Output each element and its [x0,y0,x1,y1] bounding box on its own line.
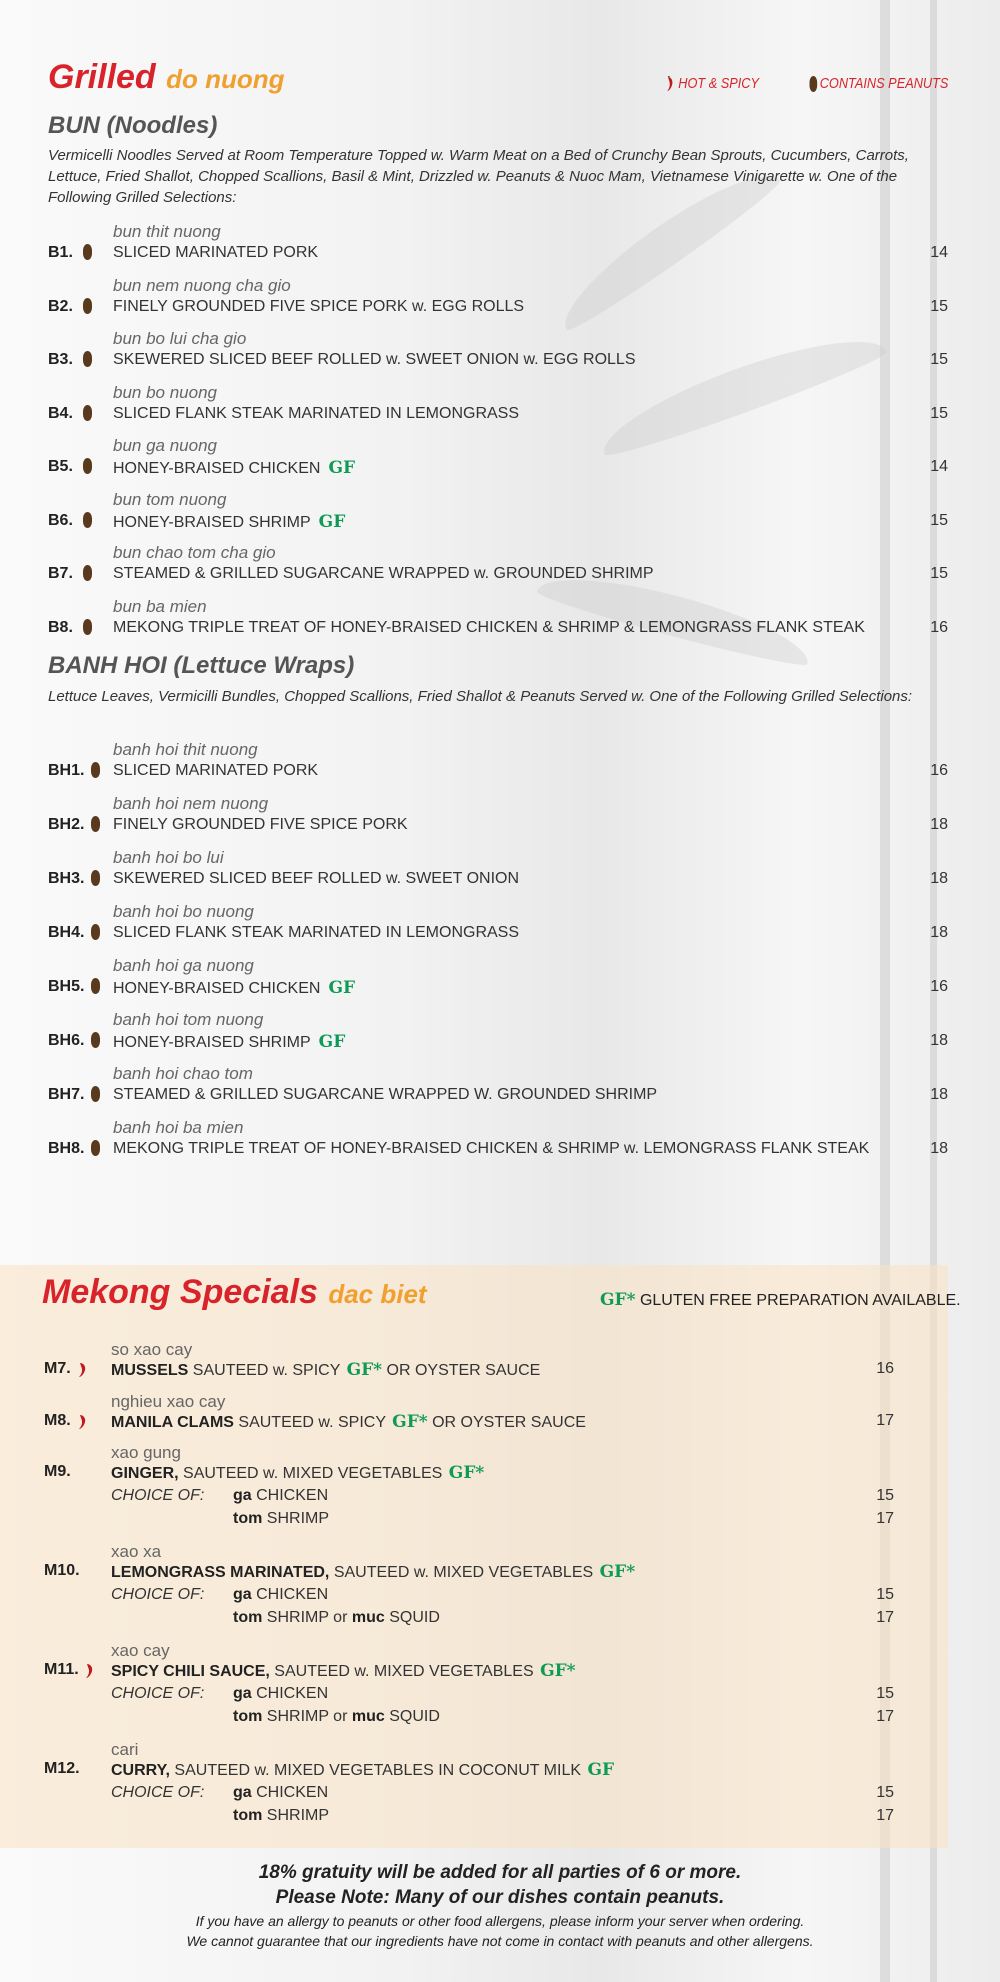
menu-item [48,740,948,792]
option-2-price: 17 [876,1807,894,1824]
gf-badge: GF* [392,1412,428,1432]
menu-item [48,543,948,595]
item-subtitle: bun bo lui cha gio [113,329,247,348]
option-1-viet: ga [233,1487,252,1504]
gf-badge: GF* [346,1360,383,1380]
option-2-viet: tom [233,1609,263,1626]
option-1-viet: ga [233,1685,252,1702]
item-name-text: SLICED FLANK STEAK MARINATED IN LEMONGRASS [113,924,520,941]
item-name-rest: SAUTEED w. SPICY [238,1414,386,1431]
item-code: BH7. [48,1086,85,1103]
option-1-name: CHICKEN [256,1685,329,1702]
item-name [113,924,519,942]
menu-item [48,383,948,435]
gf-badge: GF [318,1032,346,1052]
choice-label: CHOICE OF: [111,1586,205,1603]
chili-icon [77,1414,89,1430]
item-name [113,351,636,369]
item-name-bold: LEMONGRASS MARINATED, [111,1564,330,1581]
item-name-rest: SAUTEED w. SPICY [192,1362,341,1379]
option-2-price: 17 [876,1510,894,1527]
option-2-viet: tom [233,1807,263,1824]
item-name-text: MEKONG TRIPLE TREAT OF HONEY-BRAISED CHICKEN & SHRIMP & LEMONGRASS FLANK STEAK [113,618,865,636]
gf-badge: GF [328,458,356,478]
option-1-name: CHICKEN [256,1586,329,1603]
legend [649,75,948,92]
item-name-bold: MANILA CLAMS [111,1414,234,1431]
item-name [113,619,865,637]
item-name [113,405,519,423]
item-price: 16 [930,978,948,995]
peanut-icon [83,298,92,314]
item-code: B6. [48,511,73,529]
item-subtitle: bun thit nuong [113,222,221,241]
option-2-name: SHRIMP or [266,1708,348,1725]
item-name [113,762,318,780]
option-1 [233,1784,328,1802]
item-name [113,244,318,262]
peanut-icon [91,870,100,886]
item-code: B8. [48,618,73,636]
item-code: M7. [44,1360,71,1377]
item-code: B3. [48,351,73,368]
item-code: B2. [48,297,73,315]
item-subtitle: bun ga nuong [113,436,217,455]
item-name-text: MEKONG TRIPLE TREAT OF HONEY-BRAISED CHICKEN & SHRIMP w. LEMONGRASS FLANK STEAK [113,1140,870,1157]
gratuity-note: 18% gratuity will be added for all parties of 6 or more. [258,1862,742,1883]
page-title: Grilled [48,58,156,96]
item-name [113,816,408,834]
item-subtitle: banh hoi tom nuong [113,1010,264,1029]
option-2-viet-alt: muc [351,1708,385,1725]
allergy-disclaimer: We cannot guarantee that our ingredients have not come in contact with peanuts and other allergens. [186,1933,814,1949]
item-price: 15 [930,511,948,529]
item-name-text: SLICED MARINATED PORK [113,762,319,779]
option-1 [233,1487,328,1505]
item-code: B1. [48,244,73,261]
peanut-icon [83,405,92,421]
specials-header [42,1273,427,1312]
option-1-price: 15 [876,1685,894,1702]
item-name-text: HONEY-BRAISED SHRIMP [113,513,311,531]
item-name [113,870,519,888]
gf-badge: GF [318,511,346,532]
item-name-rest: SAUTEED w. MIXED VEGETABLES [333,1564,594,1581]
item-name-rest: SAUTEED w. MIXED VEGETABLES [274,1663,534,1680]
item-subtitle: banh hoi chao tom [113,1064,253,1083]
gf-note [600,1290,961,1310]
item-price: 18 [930,1032,948,1049]
item-subtitle: bun tom nuong [113,489,227,509]
item-name-bold: SPICY CHILI SAUCE, [111,1663,270,1680]
item-subtitle: banh hoi ba mien [113,1118,244,1137]
item-subtitle: bun bo nuong [113,382,217,402]
option-2-price: 17 [876,1708,894,1725]
bun-section-description: Vermicelli Noodles Served at Room Temperature Topped w. Warm Meat on a Bed of Crunchy Bean Sprouts, Cucumbers, Carrots, Lettuce, Fried Shallot, Chopped Scallions, Basil & Mint, Drizzled w. Peanuts & Nuoc Mam, Vietnamese Vinigarette w. One of the Following Grilled Selections: [48,147,909,206]
item-name [111,1562,635,1582]
peanut-icon [83,351,92,367]
option-1-name: CHICKEN [256,1784,329,1801]
option-2-name: SHRIMP or [266,1609,348,1626]
option-1-viet: ga [233,1586,252,1603]
gf-badge: GF* [448,1463,485,1483]
chili-icon [77,1362,89,1378]
option-1 [233,1685,328,1703]
choice-label: CHOICE OF: [111,1685,205,1702]
option-1-price: 15 [876,1487,894,1504]
option-2-name: SHRIMP [266,1807,330,1824]
item-name [111,1463,484,1483]
gf-badge: GF [587,1760,615,1780]
item-code: BH4. [48,924,85,941]
item-price: 14 [930,244,948,261]
menu-item [48,329,948,381]
item-code: B7. [48,565,73,582]
item-code: B5. [48,458,73,475]
peanut-icon [91,924,100,940]
gf-note-text: GLUTEN FREE PREPARATION AVAILABLE. [639,1292,961,1309]
item-subtitle: nghieu xao cay [111,1392,226,1411]
item-name-rest: SAUTEED w. MIXED VEGETABLES IN COCONUT MILK [174,1762,582,1779]
item-code: BH2. [48,816,85,833]
item-name-text: HONEY-BRAISED CHICKEN [113,980,321,997]
item-price: 18 [930,870,948,887]
menu-item [48,1010,948,1062]
option-2-price: 17 [876,1609,894,1626]
item-name-text: STEAMED & GRILLED SUGARCANE WRAPPED W. GROUNDED SHRIMP [113,1086,658,1103]
item-name-text: SLICED MARINATED PORK [113,244,319,261]
legend-peanuts [809,75,948,92]
peanut-icon [91,762,100,778]
option-2-viet: tom [233,1510,263,1527]
menu-item [48,902,948,954]
legend-peanuts-label: CONTAINS PEANUTS [819,75,948,92]
page-subtitle: do nuong [166,64,285,94]
peanut-icon [91,816,100,832]
item-name [113,565,654,583]
item-price: 16 [930,762,948,779]
item-subtitle: bun nem nuong cha gio [113,275,291,295]
item-name-bold: MUSSELS [111,1362,189,1379]
item-name-text: FINELY GROUNDED FIVE SPICE PORK [113,816,408,833]
item-price: 18 [930,1086,948,1103]
item-price: 15 [930,404,948,422]
item-price: 18 [930,1140,948,1157]
gf-badge: GF [328,978,356,998]
item-name-text: STEAMED & GRILLED SUGARCANE WRAPPED w. GROUNDED SHRIMP [113,565,654,582]
option-2 [233,1708,440,1726]
item-code: BH5. [48,978,85,995]
item-code: M10. [44,1562,80,1579]
item-name-rest: SAUTEED w. MIXED VEGETABLES [183,1465,443,1482]
option-2-name-alt: SQUID [389,1708,440,1725]
item-price: 17 [876,1412,894,1429]
chili-icon [665,76,675,92]
peanut-icon [91,1086,100,1102]
option-1 [233,1586,328,1604]
item-name [111,1661,576,1681]
item-code: M11. [44,1661,79,1678]
item-code: M12. [44,1760,80,1777]
item-name-after: OR OYSTER SAUCE [432,1414,586,1431]
item-subtitle: bun chao tom cha gio [113,543,276,562]
item-name [113,1032,345,1052]
item-price: 15 [930,351,948,368]
peanut-icon [83,458,92,474]
item-subtitle: xao xa [111,1542,162,1561]
item-name [113,978,355,998]
option-2-viet-alt: muc [351,1609,385,1626]
item-subtitle: banh hoi bo lui [113,848,224,867]
menu-item [48,1118,948,1170]
item-subtitle: xao gung [111,1443,181,1462]
item-code: BH1. [48,762,85,779]
item-name [113,1140,869,1158]
option-2 [233,1609,440,1627]
menu-item [48,276,948,328]
item-name-text: HONEY-BRAISED SHRIMP [113,1034,311,1051]
item-subtitle: xao cay [111,1641,170,1660]
item-price: 14 [930,458,948,475]
banhhoi-section-title: BANH HOI (Lettuce Wraps) [48,652,355,679]
item-name [111,1760,614,1780]
item-subtitle: banh hoi bo nuong [113,902,254,921]
legend-hot [665,75,759,92]
item-price: 18 [930,816,948,833]
allergy-note: If you have an allergy to peanuts or other food allergens, please inform your server when ordering. [195,1913,805,1929]
item-subtitle: cari [111,1740,139,1759]
item-name-text: SKEWERED SLICED BEEF ROLLED w. SWEET ONION [113,870,520,887]
item-name [111,1360,540,1380]
item-name-bold: CURRY, [111,1762,170,1779]
item-price: 16 [876,1360,894,1377]
peanut-icon [83,244,92,260]
item-name [113,298,524,316]
item-subtitle: banh hoi ga nuong [113,956,254,975]
item-code: B4. [48,404,73,422]
peanut-icon [91,978,100,994]
item-name-after: OR OYSTER SAUCE [386,1362,541,1379]
item-code: BH8. [48,1140,85,1157]
item-price: 16 [930,618,948,636]
item-name-bold: GINGER, [111,1465,179,1482]
choice-label: CHOICE OF: [111,1784,205,1801]
choice-label: CHOICE OF: [111,1487,205,1504]
menu-item [48,794,948,846]
item-subtitle: banh hoi thit nuong [113,740,258,759]
item-code: M8. [44,1412,71,1429]
menu-item [48,1064,948,1116]
menu-item [48,848,948,900]
item-code: BH3. [48,870,85,887]
item-price: 15 [930,297,948,315]
gf-mark: GF* [600,1290,636,1310]
item-subtitle: so xao cay [111,1340,193,1359]
item-code: BH6. [48,1032,85,1049]
option-1-name: CHICKEN [256,1487,329,1504]
item-name [113,512,345,532]
peanut-icon [83,619,92,635]
peanut-icon [83,512,92,528]
item-name-text: SLICED FLANK STEAK MARINATED IN LEMONGRASS [113,404,520,422]
menu-item [48,436,948,488]
option-2-viet: tom [233,1708,263,1725]
menu-item [48,222,948,274]
item-name-text: SKEWERED SLICED BEEF ROLLED w. SWEET ONION w. EGG ROLLS [113,351,636,368]
item-code: M9. [44,1463,71,1480]
item-name [111,1412,586,1432]
item-name-text: HONEY-BRAISED CHICKEN [113,460,321,477]
item-name [113,1086,657,1104]
banhhoi-section-description: Lettuce Leaves, Vermicilli Bundles, Chopped Scallions, Fried Shallot & Peanuts Served w. One of the Following Grilled Selections: [48,688,913,705]
specials-subtitle: dac biet [328,1279,427,1309]
menu-item [48,597,948,649]
option-1-viet: ga [233,1784,252,1801]
gf-badge: GF* [540,1661,576,1681]
option-1-price: 15 [876,1784,894,1801]
peanut-icon [91,1140,100,1156]
peanut-icon [91,1032,100,1048]
item-price: 15 [930,565,948,582]
peanut-note: Please Note: Many of our dishes contain peanuts. [275,1887,725,1908]
chili-icon [84,1663,96,1679]
option-2-name-alt: SQUID [389,1609,440,1626]
item-subtitle: banh hoi nem nuong [113,794,269,813]
option-1-price: 15 [876,1586,894,1603]
option-2 [233,1510,329,1528]
item-subtitle: bun ba mien [113,596,207,616]
menu-item [48,490,948,542]
bun-section-title: BUN (Noodles) [48,112,218,139]
page-header [48,58,285,97]
option-2-name: SHRIMP [266,1510,330,1527]
peanut-icon [809,76,817,92]
item-name [113,458,355,478]
item-price: 18 [930,924,948,941]
peanut-icon [83,565,92,581]
menu-item [48,956,948,1008]
specials-title: Mekong Specials [42,1273,318,1311]
option-2 [233,1807,329,1825]
legend-hot-label: HOT & SPICY [677,75,759,92]
item-name-text: FINELY GROUNDED FIVE SPICE PORK w. EGG ROLLS [113,297,525,315]
gf-badge: GF* [599,1562,636,1582]
